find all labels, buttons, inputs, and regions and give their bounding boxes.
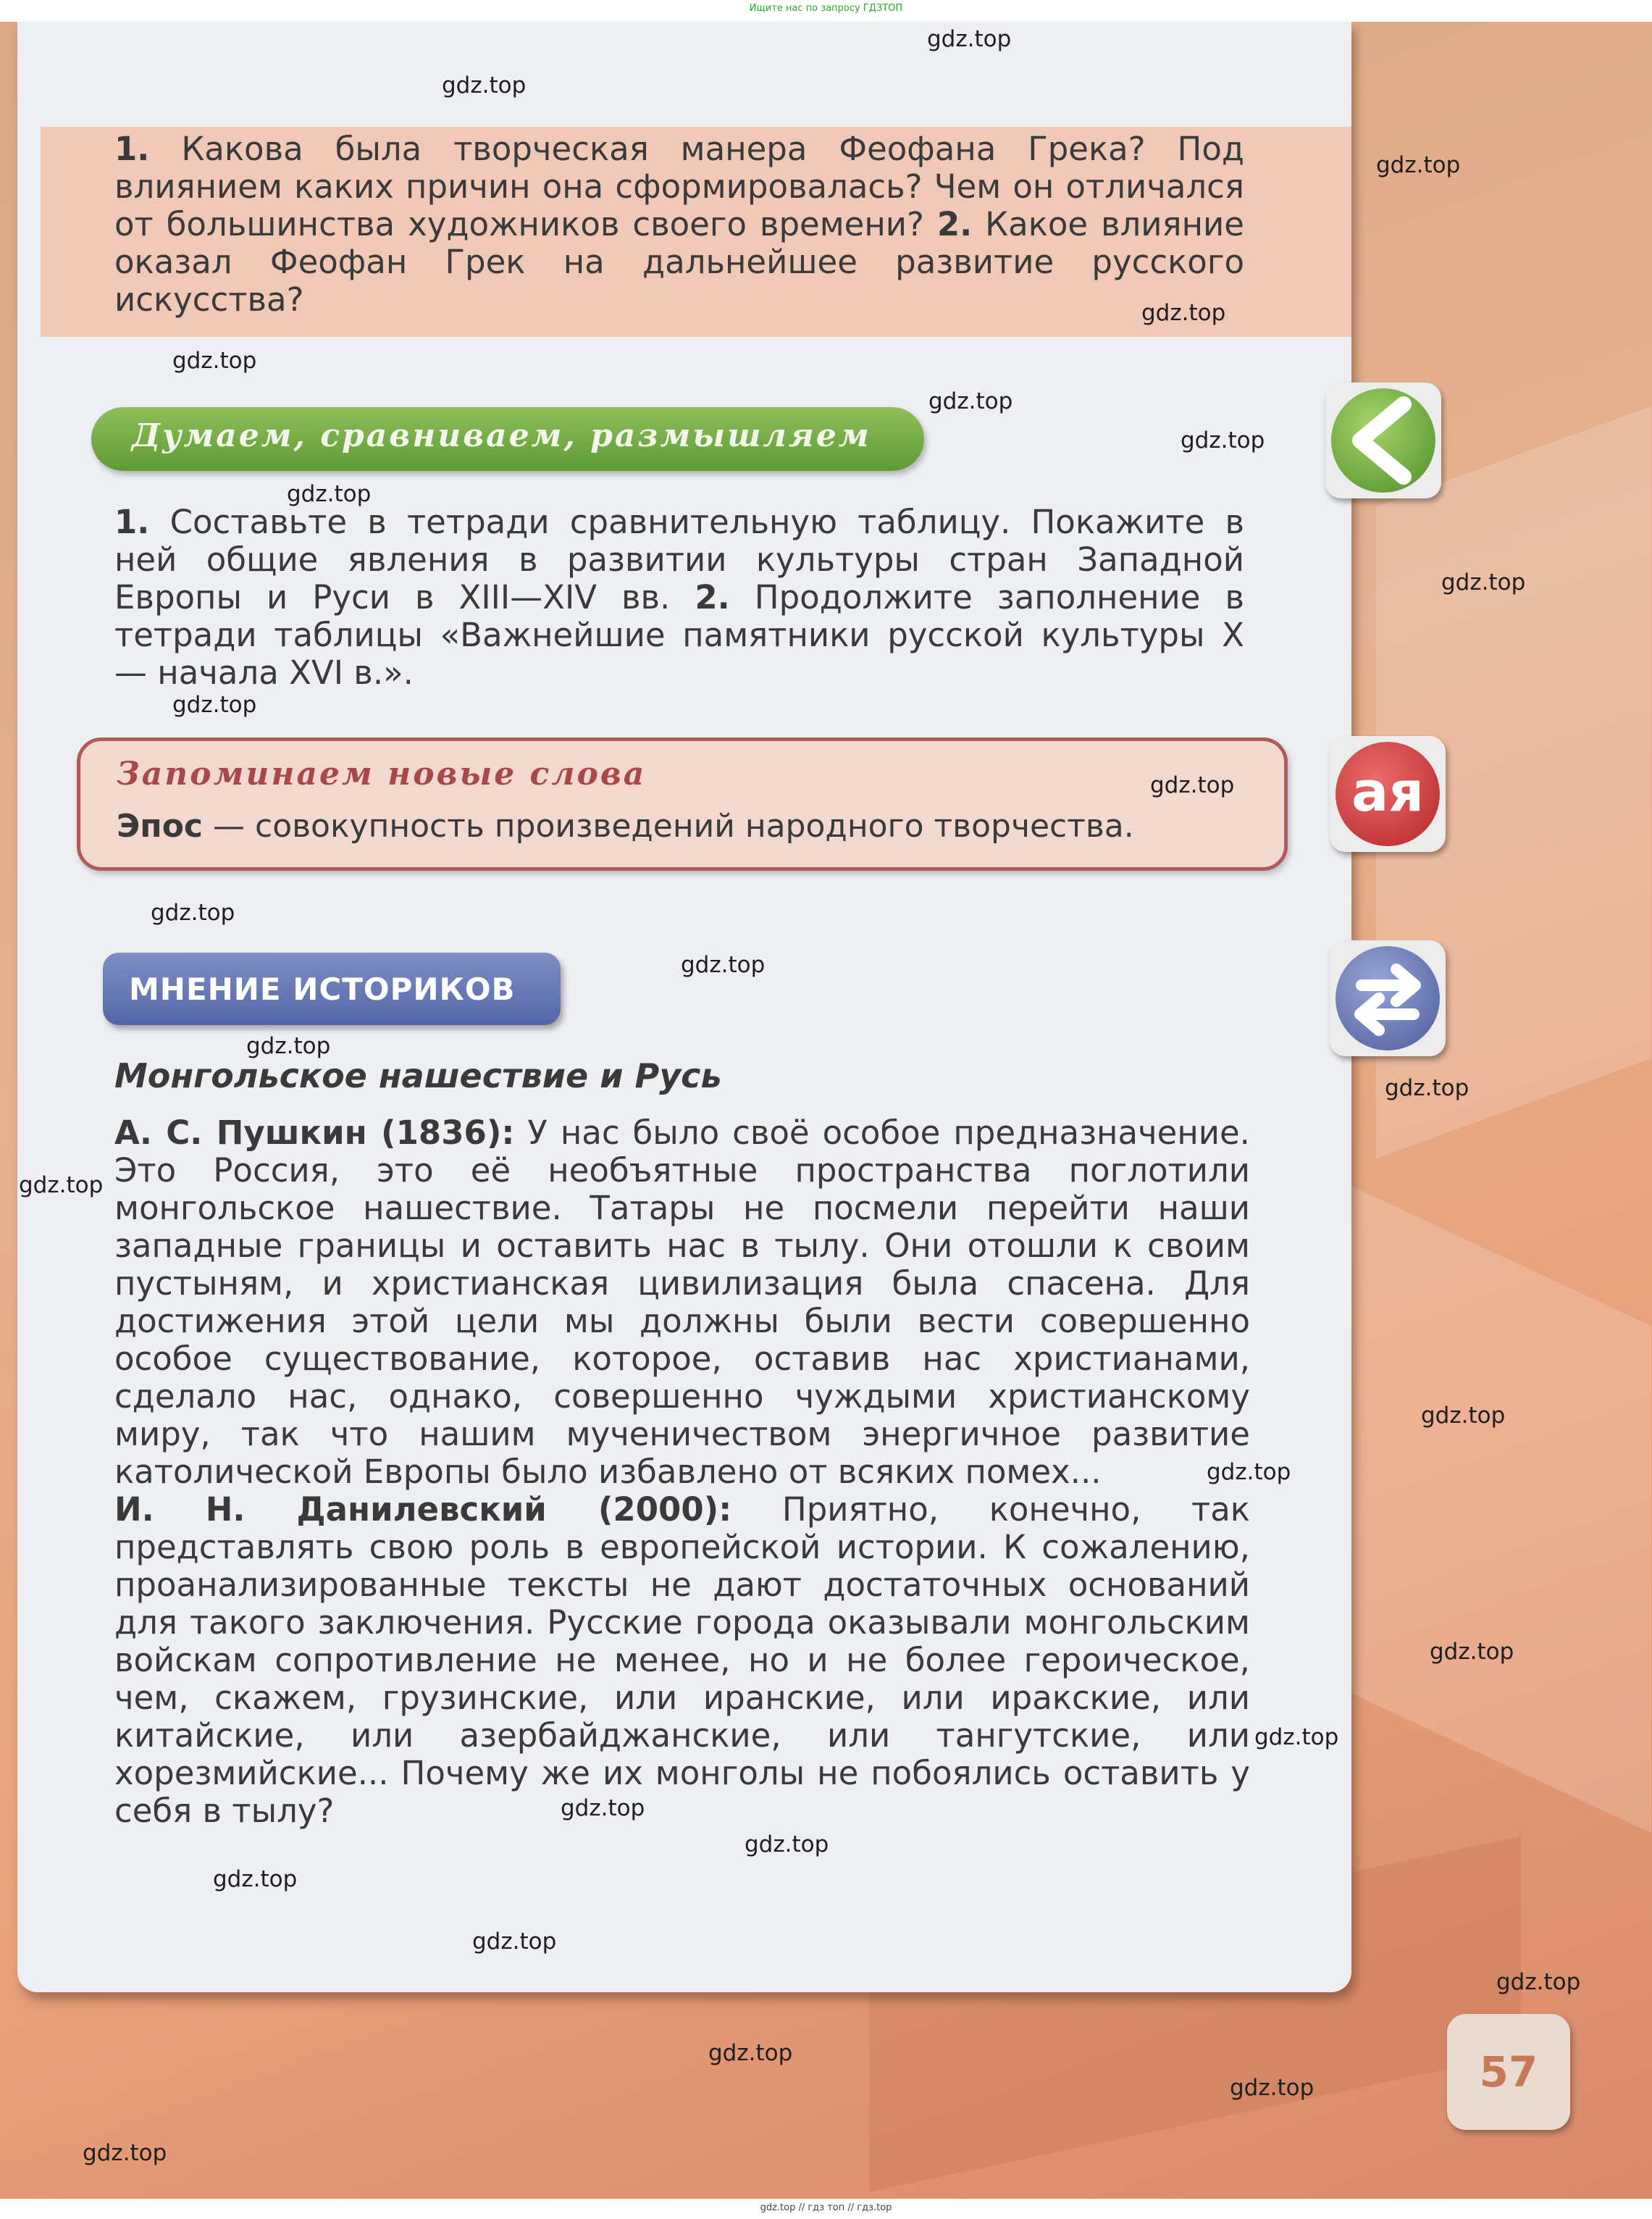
watermark: gdz.top — [561, 1795, 645, 1821]
watermark: gdz.top — [1421, 1403, 1506, 1429]
watermark: gdz.top — [246, 1033, 331, 1059]
watermark: gdz.top — [213, 1866, 298, 1892]
watermark: gdz.top — [1150, 772, 1235, 798]
page-number: 57 — [1447, 2014, 1570, 2130]
watermark: gdz.top — [1141, 300, 1226, 326]
task-number: 2. — [695, 578, 730, 617]
watermark: gdz.top — [472, 1928, 557, 1955]
definition-text: — совокупность произведений народного творчества. — [213, 808, 1134, 845]
watermark: gdz.top — [1207, 1459, 1291, 1485]
watermark: gdz.top — [681, 952, 766, 978]
quote-danilevsky — [114, 1491, 1250, 1830]
glossary-letters: ая — [1351, 759, 1425, 824]
watermark: gdz.top — [708, 2040, 793, 2066]
watermark: gdz.top — [1385, 1075, 1469, 1101]
task-number: 1. — [114, 503, 150, 541]
watermark: gdz.top — [1230, 2075, 1315, 2101]
compare-circle — [1336, 946, 1440, 1050]
historians-subtitle: Монгольское нашествие и Русь — [114, 1056, 722, 1095]
quote-text: Приятно, конечно, так представлять свою роль в европейской истории. К сожалению, проанализированные тексты не дают достаточных оснований для такого заключения. Русские города оказывали монгольским войскам сопротивление не менее, но и не более героическое, чем, скажем, грузинские, или иранские, или иракские, или китайские, или азербайджанские, или тангутские, или хорезмийские... Почему же их монголы не побоялись оставить у себя в тылу? — [114, 1490, 1250, 1830]
questions-block — [114, 130, 1244, 319]
quote-pushkin — [114, 1114, 1250, 1491]
question-number: 1. — [114, 130, 150, 168]
back-arrow-icon[interactable] — [1325, 383, 1441, 498]
quote-author: И. Н. Данилевский (2000): — [114, 1490, 732, 1529]
glossary-circle — [1336, 742, 1440, 846]
swap-arrows-icon — [1336, 946, 1440, 1050]
section-title: Думаем, сравниваем, размышляем — [132, 417, 871, 454]
historians-quotes — [114, 1114, 1250, 1830]
watermark: gdz.top — [172, 692, 257, 718]
watermark: gdz.top — [287, 481, 372, 507]
historians-header — [103, 953, 561, 1025]
glossary-icon[interactable] — [1330, 736, 1446, 852]
chevron-left-icon — [1331, 388, 1435, 493]
quote-author: А. С. Пушкин (1836): — [114, 1113, 515, 1152]
bottom-notice: gdz.top // гдз топ // гдз.top — [760, 2202, 892, 2213]
watermark: gdz.top — [1254, 1724, 1339, 1750]
quote-text: У нас было своё особое предназначение. Это Россия, это её необъятные пространства поглотили монгольское нашествие. Татары не посмели перейти наши западные границы и оставить нас в тылу. Они отошли к своим пустыням, и христианская цивилизация была спасена. Для достижения этой цели мы должны были вести совершенно особое существование, которое, оставив нас христианами, сделало нас, однако, совершенно чуждыми христианскому миру, так что нашим мученичеством энергичное развитие католической Европы было избавлено от всяких помех... — [114, 1113, 1250, 1491]
watermark: gdz.top — [1430, 1639, 1514, 1665]
think-block — [114, 503, 1244, 692]
watermark: gdz.top — [745, 1831, 829, 1857]
new-words-title: Запоминаем новые слова — [117, 756, 647, 793]
historians-title: МНЕНИЕ ИСТОРИКОВ — [129, 971, 516, 1007]
arrow-circle — [1331, 388, 1435, 493]
watermark: gdz.top — [928, 388, 1013, 414]
watermark: gdz.top — [151, 900, 235, 926]
watermark: gdz.top — [19, 1172, 104, 1198]
task-text: Продолжите заполнение в тетради таблицы «Важнейшие памятники русской культуры X — начала XVI в.». — [114, 578, 1244, 692]
watermark: gdz.top — [1376, 152, 1461, 178]
watermark: gdz.top — [1181, 427, 1265, 454]
question-number: 2. — [936, 205, 973, 243]
definition — [117, 808, 1134, 845]
watermark: gdz.top — [172, 348, 257, 374]
question-text: Какое влияние оказал Феофан Грек на дальнейшее развитие русского искусства? — [114, 205, 1244, 319]
new-words-box — [77, 737, 1288, 871]
watermark: gdz.top — [927, 26, 1012, 52]
watermark: gdz.top — [1496, 1969, 1581, 1995]
task-text: Составьте в тетради сравнительную таблицу. Покажите в ней общие явления в развитии культуры стран Западной Европы и Руси в XIII—XIV вв. — [114, 503, 1244, 617]
watermark: gdz.top — [1441, 569, 1526, 596]
section-header-think — [91, 407, 924, 471]
term: Эпос — [117, 808, 204, 845]
top-notice: Ищите нас по запросу ГДЗТОП — [749, 3, 903, 14]
question-text: Какова была творческая манера Феофана Грека? Под влиянием каких причин она сформировалась? Чем он отличался от большинства художников своего времени? — [114, 130, 1244, 243]
background-stripe — [1340, 1181, 1651, 1834]
watermark: gdz.top — [83, 2140, 167, 2166]
watermark: gdz.top — [442, 72, 527, 99]
compare-icon[interactable] — [1330, 940, 1446, 1056]
